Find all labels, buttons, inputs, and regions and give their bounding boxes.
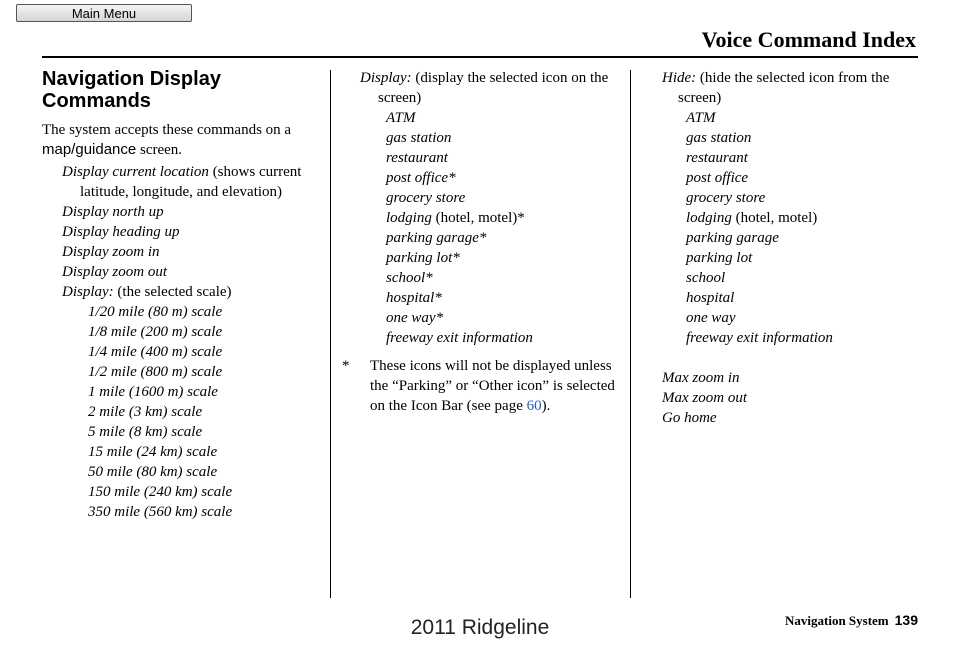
- icon-item: parking lot*: [386, 250, 460, 266]
- page-number: 139: [894, 612, 918, 628]
- page-title: Voice Command Index: [701, 27, 916, 52]
- icon-item: ATM: [386, 110, 416, 126]
- icon-item-lodging: [342, 208, 620, 228]
- command-display-icon: [342, 68, 620, 108]
- command-hide-icon: [662, 68, 922, 108]
- column-divider: [630, 70, 631, 598]
- footnote-end: ).: [541, 398, 551, 414]
- icon-item-label: lodging: [386, 210, 432, 226]
- command-display-current-location: [42, 162, 324, 202]
- scale-item: 2 mile (3 km) scale: [88, 404, 203, 420]
- main-menu-button[interactable]: Main Menu: [16, 4, 192, 22]
- intro-part3: screen.: [139, 142, 183, 158]
- scale-item: 50 mile (80 km) scale: [88, 464, 218, 480]
- icon-item: hospital: [686, 290, 735, 306]
- icon-item: post office*: [386, 170, 456, 186]
- icon-item: gas station: [686, 130, 752, 146]
- icon-item: parking garage: [686, 230, 779, 246]
- command-label: Hide:: [662, 70, 697, 86]
- command-note: (the selected scale): [117, 284, 232, 300]
- icon-item-note: (hotel, motel)*: [435, 210, 525, 226]
- icon-item: restaurant: [686, 150, 748, 166]
- scale-item: 1/8 mile (200 m) scale: [88, 324, 223, 340]
- command-label: Display current location: [62, 164, 209, 180]
- command-item: Max zoom in: [662, 370, 740, 386]
- footer-section: Navigation System: [785, 613, 889, 628]
- command-label: Display:: [62, 284, 114, 300]
- icon-item: parking garage*: [386, 230, 487, 246]
- scale-item: 150 mile (240 km) scale: [88, 484, 233, 500]
- icon-item-label: lodging: [686, 210, 732, 226]
- command-item: Display zoom out: [62, 264, 167, 280]
- header-divider: [42, 56, 918, 58]
- watermark: 2011 Ridgeline: [410, 616, 550, 639]
- icon-item-note: (hotel, motel): [735, 210, 818, 226]
- icon-item: school: [686, 270, 726, 286]
- icon-item: freeway exit information: [386, 330, 533, 346]
- command-item: Display zoom in: [62, 244, 160, 260]
- spacer: [662, 348, 922, 368]
- footnote-text: These icons will not be displayed unless the “Parking” or “Other icon” is selected on the Icon Bar (see page: [370, 358, 615, 414]
- icon-item: hospital*: [386, 290, 442, 306]
- command-item: Max zoom out: [662, 390, 747, 406]
- intro-part1: The system accepts these commands on a: [42, 122, 292, 138]
- intro-text: [42, 120, 324, 160]
- column-hide-icons: [662, 68, 922, 428]
- intro-screen-name: map/guidance: [42, 141, 137, 158]
- command-label: Display:: [360, 70, 412, 86]
- icon-item: restaurant: [386, 150, 448, 166]
- icon-item: post office: [686, 170, 749, 186]
- command-note: (display the selected icon on the screen): [378, 70, 609, 106]
- command-item: Go home: [662, 410, 717, 426]
- column-navigation-display: [42, 68, 324, 522]
- scale-item: 1 mile (1600 m) scale: [88, 384, 218, 400]
- page-link[interactable]: 60: [526, 398, 542, 414]
- command-note: (hide the selected icon from the screen): [678, 70, 890, 106]
- icon-item: parking lot: [686, 250, 753, 266]
- scale-item: 1/2 mile (800 m) scale: [88, 364, 223, 380]
- column-divider: [330, 70, 331, 598]
- scale-item: 1/20 mile (80 m) scale: [88, 304, 223, 320]
- icon-item: grocery store: [386, 190, 466, 206]
- command-item: Display north up: [62, 204, 164, 220]
- command-item: Display heading up: [62, 224, 180, 240]
- scale-item: 5 mile (8 km) scale: [88, 424, 203, 440]
- icon-item: school*: [386, 270, 433, 286]
- footnote-marker: *: [342, 358, 350, 374]
- icon-item: gas station: [386, 130, 452, 146]
- column-display-icons: [342, 68, 620, 416]
- scale-item: 350 mile (560 km) scale: [88, 504, 233, 520]
- command-display-scale: [42, 282, 324, 302]
- icon-item-lodging: [662, 208, 922, 228]
- icon-item: ATM: [686, 110, 716, 126]
- icon-item: freeway exit information: [686, 330, 833, 346]
- scale-item: 15 mile (24 km) scale: [88, 444, 218, 460]
- command-note: (shows current latitude, longitude, and elevation): [80, 164, 302, 200]
- scale-item: 1/4 mile (400 m) scale: [88, 344, 223, 360]
- icon-item: one way: [686, 310, 736, 326]
- section-heading: Navigation Display Commands: [42, 68, 221, 112]
- icon-item: grocery store: [686, 190, 766, 206]
- footnote: [342, 356, 620, 416]
- icon-item: one way*: [386, 310, 444, 326]
